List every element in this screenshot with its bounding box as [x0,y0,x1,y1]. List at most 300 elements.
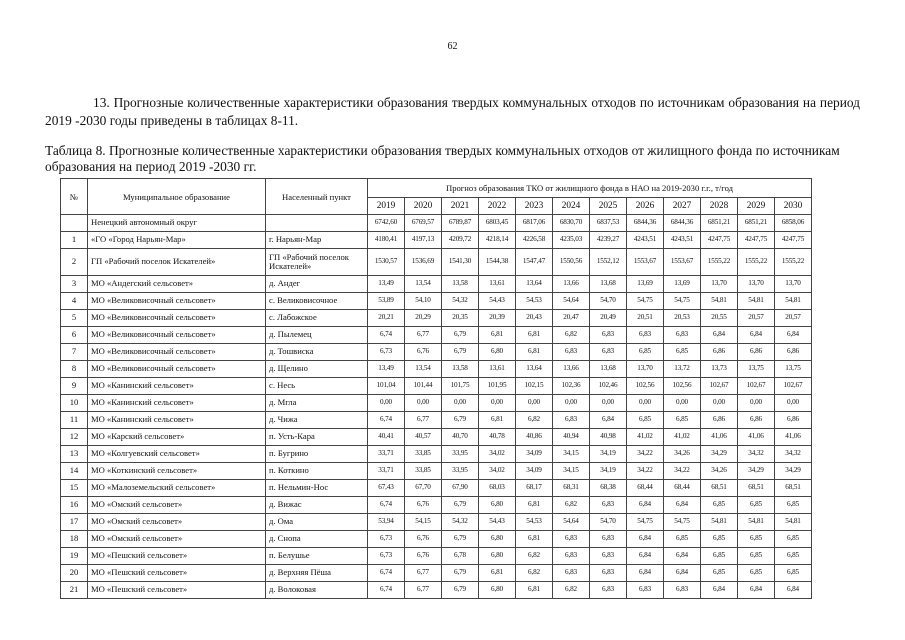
settlement-cell: п. Нельмин-Нос [266,480,368,497]
forecast-table [60,178,812,599]
table-row [61,344,812,361]
row-number: 18 [61,531,88,548]
value-cell: 6,83 [590,565,627,582]
table-row [61,293,812,310]
value-cell: 13,75 [738,361,775,378]
value-cell: 4247,75 [775,232,812,249]
header-year: 2020 [405,198,442,215]
value-cell: 101,95 [479,378,516,395]
value-cell: 6,80 [479,548,516,565]
value-cell: 20,57 [775,310,812,327]
header-year: 2029 [738,198,775,215]
value-cell: 6769,57 [405,215,442,232]
value-cell: 6,83 [553,531,590,548]
value-cell: 6,76 [405,497,442,514]
value-cell: 13,75 [775,361,812,378]
value-cell: 6,77 [405,412,442,429]
value-cell: 40,78 [479,429,516,446]
value-cell: 6,82 [516,548,553,565]
value-cell: 4226,58 [516,232,553,249]
value-cell: 68,31 [553,480,590,497]
value-cell: 34,26 [701,463,738,480]
settlement-cell: д. Мгла [266,395,368,412]
page-number: 62 [447,41,458,52]
value-cell: 34,02 [479,446,516,463]
value-cell: 6,74 [368,327,405,344]
value-cell: 6,83 [590,548,627,565]
value-cell: 0,00 [516,395,553,412]
value-cell: 34,15 [553,446,590,463]
municipality-cell: МО «Омский сельсовет» [88,531,266,548]
value-cell: 0,00 [405,395,442,412]
municipality-cell: МО «Колгуевский сельсовет» [88,446,266,463]
value-cell: 1541,30 [442,249,479,276]
value-cell: 6,84 [701,327,738,344]
value-cell: 6,83 [553,344,590,361]
row-number: 17 [61,514,88,531]
value-cell: 4197,13 [405,232,442,249]
value-cell: 1553,67 [627,249,664,276]
value-cell: 6,84 [664,497,701,514]
value-cell: 33,85 [405,446,442,463]
value-cell: 54,32 [442,293,479,310]
value-cell: 54,64 [553,293,590,310]
settlement-cell: п. Усть-Кара [266,429,368,446]
value-cell: 34,09 [516,446,553,463]
value-cell: 13,69 [664,276,701,293]
value-cell: 0,00 [479,395,516,412]
value-cell: 54,53 [516,514,553,531]
header-year: 2021 [442,198,479,215]
value-cell: 6,79 [442,531,479,548]
municipality-cell: МО «Пешский сельсовет» [88,548,266,565]
value-cell: 13,54 [405,276,442,293]
value-cell: 34,29 [775,463,812,480]
header-year: 2026 [627,198,664,215]
value-cell: 6,83 [553,565,590,582]
row-number: 9 [61,378,88,395]
table-row [61,249,812,276]
value-cell: 68,38 [590,480,627,497]
value-cell: 6,85 [664,344,701,361]
value-cell: 67,43 [368,480,405,497]
value-cell: 6,83 [664,327,701,344]
value-cell: 68,44 [664,480,701,497]
value-cell: 54,70 [590,514,627,531]
value-cell: 0,00 [701,395,738,412]
value-cell: 102,67 [738,378,775,395]
value-cell: 20,47 [553,310,590,327]
value-cell: 40,86 [516,429,553,446]
value-cell: 6,83 [590,497,627,514]
value-cell: 13,61 [479,361,516,378]
value-cell: 20,51 [627,310,664,327]
row-number: 20 [61,565,88,582]
value-cell: 6,83 [590,327,627,344]
value-cell: 102,36 [553,378,590,395]
value-cell: 6851,21 [701,215,738,232]
value-cell: 54,81 [775,514,812,531]
value-cell: 6,77 [405,565,442,582]
value-cell: 20,43 [516,310,553,327]
value-cell: 6,85 [701,565,738,582]
table-body [61,215,812,599]
value-cell: 34,22 [627,463,664,480]
value-cell: 13,69 [627,276,664,293]
municipality-cell: МО «Великовисочный сельсовет» [88,310,266,327]
value-cell: 0,00 [590,395,627,412]
header-no: № [61,179,88,215]
settlement-cell: д. Чижа [266,412,368,429]
value-cell: 6,83 [627,582,664,599]
table-row [61,412,812,429]
value-cell: 13,61 [479,276,516,293]
value-cell: 1530,57 [368,249,405,276]
table-row [61,327,812,344]
header-year: 2028 [701,198,738,215]
value-cell: 67,70 [405,480,442,497]
row-number: 12 [61,429,88,446]
value-cell: 54,70 [590,293,627,310]
value-cell: 4218,14 [479,232,516,249]
value-cell: 41,02 [627,429,664,446]
municipality-cell: МО «Коткинский сельсовет» [88,463,266,480]
row-number: 8 [61,361,88,378]
value-cell: 6,79 [442,565,479,582]
value-cell: 13,70 [738,276,775,293]
municipality-cell: МО «Канинский сельсовет» [88,395,266,412]
settlement-cell: д. Пылемец [266,327,368,344]
value-cell: 102,56 [627,378,664,395]
value-cell: 6,74 [368,582,405,599]
value-cell: 20,21 [368,310,405,327]
value-cell: 33,71 [368,463,405,480]
value-cell: 13,49 [368,276,405,293]
settlement-cell: п. Бугрино [266,446,368,463]
municipality-cell: МО «Омский сельсовет» [88,514,266,531]
intro-paragraph [45,94,860,130]
value-cell: 1547,47 [516,249,553,276]
value-cell: 6,74 [368,565,405,582]
value-cell: 34,15 [553,463,590,480]
header-municipality: Муниципальное образование [88,179,266,215]
row-number: 16 [61,497,88,514]
value-cell: 1536,69 [405,249,442,276]
value-cell: 6,79 [442,412,479,429]
value-cell: 6,85 [738,497,775,514]
value-cell: 6,86 [738,344,775,361]
table-row [61,215,812,232]
value-cell: 6,84 [664,548,701,565]
value-cell: 54,81 [701,293,738,310]
value-cell: 6,85 [738,565,775,582]
value-cell: 1550,56 [553,249,590,276]
value-cell: 6,80 [479,344,516,361]
value-cell: 6,83 [553,548,590,565]
header-year: 2025 [590,198,627,215]
value-cell: 4243,51 [627,232,664,249]
row-number: 5 [61,310,88,327]
value-cell: 101,04 [368,378,405,395]
settlement-cell: ГП «Рабочий поселок Искателей» [266,249,368,276]
value-cell: 13,70 [775,276,812,293]
value-cell: 13,68 [590,276,627,293]
value-cell: 34,22 [627,446,664,463]
municipality-cell: МО «Пешский сельсовет» [88,565,266,582]
header-year: 2030 [775,198,812,215]
value-cell: 13,64 [516,361,553,378]
value-cell: 54,15 [405,514,442,531]
value-cell: 6,85 [775,548,812,565]
value-cell: 40,41 [368,429,405,446]
intro-text: 13. Прогнозные количественные характеристики образования твердых коммунальных отходов по источникам образования на период 2019 -2030 годы приведены в таблицах 8-11. [45,95,860,128]
value-cell: 6,80 [479,497,516,514]
value-cell: 4247,75 [738,232,775,249]
value-cell: 34,19 [590,463,627,480]
value-cell: 6742,60 [368,215,405,232]
value-cell: 0,00 [664,395,701,412]
value-cell: 54,81 [775,293,812,310]
value-cell: 6,79 [442,497,479,514]
value-cell: 41,06 [738,429,775,446]
value-cell: 6,74 [368,497,405,514]
settlement-cell: с. Лабожское [266,310,368,327]
value-cell: 6,84 [738,582,775,599]
table-caption: Таблица 8. Прогнозные количественные характеристики образования твердых коммунальных отходов от жилищного фонда по источникам образования на период 2019 -2030 гг. [45,143,840,174]
value-cell: 6803,45 [479,215,516,232]
value-cell: 34,26 [664,446,701,463]
value-cell: 6,80 [479,531,516,548]
value-cell: 4209,72 [442,232,479,249]
value-cell: 54,64 [553,514,590,531]
value-cell: 13,68 [590,361,627,378]
value-cell: 6,76 [405,531,442,548]
value-cell: 54,81 [738,293,775,310]
value-cell: 6,85 [701,531,738,548]
value-cell: 54,75 [664,293,701,310]
value-cell: 34,29 [701,446,738,463]
value-cell: 0,00 [738,395,775,412]
value-cell: 0,00 [368,395,405,412]
value-cell: 54,75 [627,293,664,310]
value-cell: 53,89 [368,293,405,310]
value-cell: 34,29 [738,463,775,480]
value-cell: 20,39 [479,310,516,327]
value-cell: 20,29 [405,310,442,327]
value-cell: 6,77 [405,582,442,599]
row-number: 14 [61,463,88,480]
value-cell: 54,53 [516,293,553,310]
value-cell: 54,10 [405,293,442,310]
municipality-cell: «ГО «Город Нарьян-Мар» [88,232,266,249]
value-cell: 6,84 [627,531,664,548]
value-cell: 6,85 [627,344,664,361]
municipality-cell: ГП «Рабочий поселок Искателей» [88,249,266,276]
value-cell: 68,17 [516,480,553,497]
value-cell: 6,83 [590,344,627,361]
settlement-cell: д. Верхняя Пёша [266,565,368,582]
row-number: 2 [61,249,88,276]
value-cell: 41,02 [664,429,701,446]
settlement-cell: д. Вижас [266,497,368,514]
value-cell: 68,51 [775,480,812,497]
value-cell: 54,75 [627,514,664,531]
value-cell: 1552,12 [590,249,627,276]
value-cell: 4235,03 [553,232,590,249]
value-cell: 13,54 [405,361,442,378]
value-cell: 4180,41 [368,232,405,249]
value-cell: 20,35 [442,310,479,327]
value-cell: 6,84 [775,582,812,599]
header-year: 2023 [516,198,553,215]
value-cell: 0,00 [442,395,479,412]
value-cell: 6817,06 [516,215,553,232]
value-cell: 6,86 [775,412,812,429]
value-cell: 6,83 [664,582,701,599]
settlement-cell: д. Андег [266,276,368,293]
value-cell: 6,79 [442,582,479,599]
table-row [61,463,812,480]
value-cell: 6,85 [775,565,812,582]
value-cell: 6,85 [664,412,701,429]
value-cell: 13,49 [368,361,405,378]
row-number: 1 [61,232,88,249]
municipality-cell: МО «Карский сельсовет» [88,429,266,446]
value-cell: 6,85 [775,497,812,514]
table-row [61,480,812,497]
municipality-cell: МО «Пешский сельсовет» [88,582,266,599]
value-cell: 0,00 [553,395,590,412]
value-cell: 13,70 [627,361,664,378]
value-cell: 6,78 [442,548,479,565]
municipality-cell: МО «Малоземельский сельсовет» [88,480,266,497]
value-cell: 6,84 [664,565,701,582]
value-cell: 13,73 [701,361,738,378]
value-cell: 102,67 [701,378,738,395]
value-cell: 6,82 [516,412,553,429]
table-row [61,497,812,514]
value-cell: 20,49 [590,310,627,327]
row-number: 10 [61,395,88,412]
table-row [61,429,812,446]
value-cell: 40,94 [553,429,590,446]
value-cell: 13,58 [442,361,479,378]
row-number: 4 [61,293,88,310]
value-cell: 4239,27 [590,232,627,249]
value-cell: 33,85 [405,463,442,480]
municipality-cell: МО «Великовисочный сельсовет» [88,344,266,361]
table-row [61,548,812,565]
value-cell: 40,70 [442,429,479,446]
table-row [61,514,812,531]
value-cell: 54,81 [701,514,738,531]
value-cell: 6,82 [516,565,553,582]
value-cell: 102,56 [664,378,701,395]
value-cell: 13,66 [553,361,590,378]
value-cell: 1555,22 [775,249,812,276]
value-cell: 6,85 [664,531,701,548]
value-cell: 20,57 [738,310,775,327]
value-cell: 4243,51 [664,232,701,249]
value-cell: 102,67 [775,378,812,395]
value-cell: 6,73 [368,344,405,361]
settlement-cell [266,215,368,232]
table-row [61,232,812,249]
value-cell: 20,53 [664,310,701,327]
value-cell: 102,15 [516,378,553,395]
row-number: 21 [61,582,88,599]
header-year: 2022 [479,198,516,215]
value-cell: 40,57 [405,429,442,446]
value-cell: 6,80 [479,582,516,599]
table-row [61,361,812,378]
value-cell: 4247,75 [701,232,738,249]
value-cell: 6844,36 [627,215,664,232]
value-cell: 13,72 [664,361,701,378]
municipality-cell: МО «Великовисочный сельсовет» [88,361,266,378]
value-cell: 34,02 [479,463,516,480]
table-row [61,446,812,463]
row-number: 6 [61,327,88,344]
value-cell: 6,86 [701,344,738,361]
value-cell: 6,85 [627,412,664,429]
value-cell: 6,76 [405,548,442,565]
value-cell: 6844,36 [664,215,701,232]
settlement-cell: д. Тошвиска [266,344,368,361]
settlement-cell: д. Снопа [266,531,368,548]
value-cell: 6,81 [479,565,516,582]
municipality-cell: МО «Андегский сельсовет» [88,276,266,293]
value-cell: 6830,70 [553,215,590,232]
municipality-cell: МО «Омский сельсовет» [88,497,266,514]
value-cell: 6,77 [405,327,442,344]
table-row [61,531,812,548]
value-cell: 33,71 [368,446,405,463]
value-cell: 6,83 [627,327,664,344]
settlement-cell: п. Белушье [266,548,368,565]
value-cell: 33,95 [442,446,479,463]
value-cell: 6,73 [368,548,405,565]
value-cell: 6,85 [701,497,738,514]
value-cell: 1555,22 [701,249,738,276]
value-cell: 68,44 [627,480,664,497]
value-cell: 67,90 [442,480,479,497]
value-cell: 68,51 [738,480,775,497]
municipality-cell: МО «Великовисочный сельсовет» [88,293,266,310]
value-cell: 6,81 [479,327,516,344]
table-row [61,276,812,293]
value-cell: 13,64 [516,276,553,293]
settlement-cell: д. Ома [266,514,368,531]
value-cell: 41,06 [701,429,738,446]
value-cell: 6,73 [368,531,405,548]
settlement-cell: д. Щелино [266,361,368,378]
value-cell: 6,82 [553,497,590,514]
value-cell: 101,75 [442,378,479,395]
value-cell: 6,83 [553,412,590,429]
value-cell: 6,85 [738,531,775,548]
value-cell: 6,81 [516,327,553,344]
municipality-cell: МО «Канинский сельсовет» [88,378,266,395]
municipality-cell: МО «Канинский сельсовет» [88,412,266,429]
value-cell: 54,43 [479,293,516,310]
settlement-cell: г. Нарьян-Мар [266,232,368,249]
header-year: 2019 [368,198,405,215]
value-cell: 6,84 [701,582,738,599]
value-cell: 1555,22 [738,249,775,276]
value-cell: 6,86 [701,412,738,429]
value-cell: 6,86 [738,412,775,429]
